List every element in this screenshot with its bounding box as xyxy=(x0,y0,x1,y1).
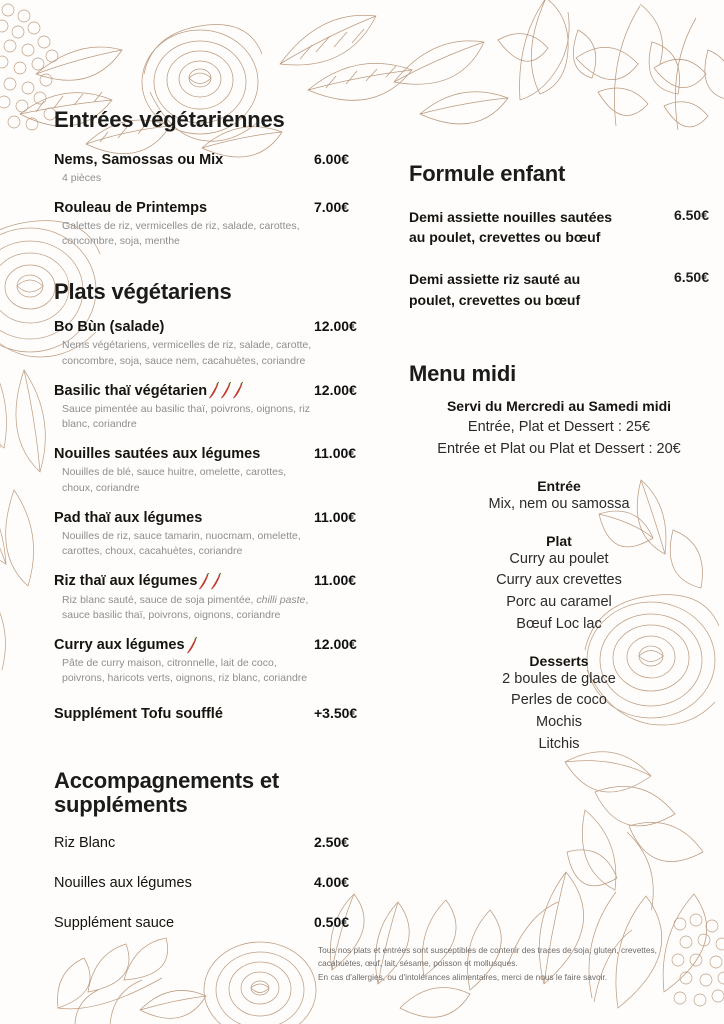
allergen-disclaimer xyxy=(318,944,698,984)
item-name: Nems, Samossas ou Mix xyxy=(54,151,224,168)
item-name: Demi assiette riz sauté au poulet, crevettes ou bœuf xyxy=(409,271,581,308)
list-item[interactable] xyxy=(54,874,384,892)
course-option: Perles de coco xyxy=(511,692,607,709)
menu-midi-price-1: Entrée, Plat et Dessert : 25€ xyxy=(467,419,651,436)
item-price: +3.50€ xyxy=(314,704,358,721)
menu-item[interactable] xyxy=(409,207,709,248)
item-name-with-chilis xyxy=(54,382,243,400)
menu-item[interactable] xyxy=(54,636,384,687)
item-description: 4 pièces xyxy=(62,171,102,184)
right-column xyxy=(409,162,709,756)
item-name: Basilic thaï végétarien xyxy=(54,382,208,399)
chili-pepper-icon xyxy=(232,382,243,399)
item-name: Bo Bùn (salade) xyxy=(54,319,165,336)
course-option: Litchis xyxy=(538,735,580,752)
section-heading-formule-enfant: Formule enfant xyxy=(409,161,566,186)
item-price: 4.00€ xyxy=(314,874,350,891)
item-price: 11.00€ xyxy=(314,445,357,462)
item-description: Sauce pimentée au basilic thaï, poivrons, oignons, riz blanc, coriandre xyxy=(62,402,311,431)
section-heading-accompagnements: Accompagnements et suppléments xyxy=(54,767,280,818)
section-heading-menu-midi: Menu midi xyxy=(409,360,516,386)
course-option: Bœuf Loc lac xyxy=(516,615,602,632)
menu-item[interactable] xyxy=(54,445,384,496)
item-price: 6.00€ xyxy=(314,150,350,167)
menu-midi-price-2: Entrée et Plat ou Plat et Dessert : 20€ xyxy=(437,441,681,458)
item-name: Demi assiette nouilles sautées au poulet, crevettes ou bœuf xyxy=(409,208,613,245)
allergen-disclaimer-line-1: Tous nos plats et entrées sont susceptibles de contenir des traces de soja, gluten, crevettes, xyxy=(318,945,657,955)
menu-item[interactable] xyxy=(54,509,384,560)
item-name: Riz thaï aux légumes xyxy=(54,573,198,590)
course-title-desserts: Desserts xyxy=(529,652,589,669)
item-name: Curry aux légumes xyxy=(54,636,185,653)
chili-pepper-icon xyxy=(208,382,219,399)
course-title-plat: Plat xyxy=(546,532,572,549)
item-price: 0.50€ xyxy=(314,914,350,931)
item-price: 11.00€ xyxy=(314,572,357,589)
item-name: Nouilles sautées aux légumes xyxy=(54,446,261,463)
menu-item[interactable] xyxy=(54,318,384,369)
item-price: 12.00€ xyxy=(314,318,357,335)
menu-midi-served: Servi du Mercredi au Samedi midi xyxy=(446,398,672,415)
allergen-disclaimer-line-2: cacahuètes, œuf, lait, sésame, poisson et mollusques. xyxy=(318,958,518,969)
section-heading-entrees: Entrées végétariennes xyxy=(54,107,285,132)
course-option: Mix, nem ou samossa xyxy=(488,495,630,512)
allergen-disclaimer-line-3: En cas d'allergies, ou d'intolérances alimentaires, merci de nous le faire savoir. xyxy=(318,971,608,982)
item-name: Rouleau de Printemps xyxy=(54,199,208,216)
item-description: Nouilles de blé, sauce huitre, omelette, carottes, choux, coriandre xyxy=(62,466,287,494)
chili-pepper-icon xyxy=(210,573,221,590)
list-item[interactable] xyxy=(54,834,384,852)
chili-pepper-icon xyxy=(220,382,231,399)
list-item[interactable] xyxy=(54,914,384,932)
chili-pepper-icon-group xyxy=(208,382,243,399)
chili-pepper-icon-group xyxy=(186,637,197,654)
item-price: 7.00€ xyxy=(314,198,350,215)
left-column xyxy=(54,108,384,954)
item-description: Pâte de curry maison, citronnelle, lait de coco, poivrons, haricots verts, oignons, riz blanc, coriandre xyxy=(62,657,308,685)
item-name: Riz Blanc xyxy=(54,834,116,851)
course-option: Mochis xyxy=(536,714,582,731)
item-price: 12.00€ xyxy=(314,381,357,398)
menu-item[interactable] xyxy=(54,572,384,623)
item-name-with-chilis xyxy=(54,572,221,590)
course-option: Curry au poulet xyxy=(509,550,609,567)
menu-item[interactable] xyxy=(54,382,384,433)
chili-pepper-icon xyxy=(186,637,197,654)
item-price: 2.50€ xyxy=(314,833,350,850)
item-description: Nouilles de riz, sauce tamarin, nuocmam, omelette, carottes, choux, cacahuètes, coriandre xyxy=(62,529,301,558)
menu-item-supplement-tofu[interactable] xyxy=(54,705,384,723)
item-price: 6.50€ xyxy=(673,269,709,286)
menu-item[interactable] xyxy=(54,199,384,250)
chili-pepper-icon-group xyxy=(198,573,221,590)
menu-midi-block xyxy=(409,396,709,755)
item-price: 11.00€ xyxy=(314,508,357,525)
item-name: Nouilles aux légumes xyxy=(54,875,192,892)
course-option: 2 boules de glace xyxy=(502,670,616,687)
item-description: Riz blanc sauté, sauce de soja pimentée, chilli paste, sauce basilic thaï, poivrons, oignons, coriandre xyxy=(62,593,309,621)
item-name: Supplément sauce xyxy=(54,915,175,932)
item-price: 12.00€ xyxy=(314,635,357,652)
item-name: Pad thaï aux légumes xyxy=(54,509,203,526)
menu-item[interactable] xyxy=(409,269,709,310)
menu-item[interactable] xyxy=(54,151,384,186)
item-name-with-chilis xyxy=(54,636,197,654)
item-price: 6.50€ xyxy=(673,206,709,223)
course-option: Curry aux crevettes xyxy=(496,572,622,589)
chili-pepper-icon xyxy=(198,573,209,590)
item-description: Galettes de riz, vermicelles de riz, salade, carottes, concombre, soja, menthe xyxy=(62,220,300,248)
course-option: Porc au caramel xyxy=(506,594,612,611)
item-name: Supplément Tofu soufflé xyxy=(54,705,223,722)
section-heading-plats: Plats végétariens xyxy=(54,278,232,304)
item-description: Nems végétariens, vermicelles de riz, salade, carotte, concombre, soja, sauce nem, cacahuètes, coriandre xyxy=(62,339,312,367)
course-title-entree: Entrée xyxy=(537,477,581,494)
